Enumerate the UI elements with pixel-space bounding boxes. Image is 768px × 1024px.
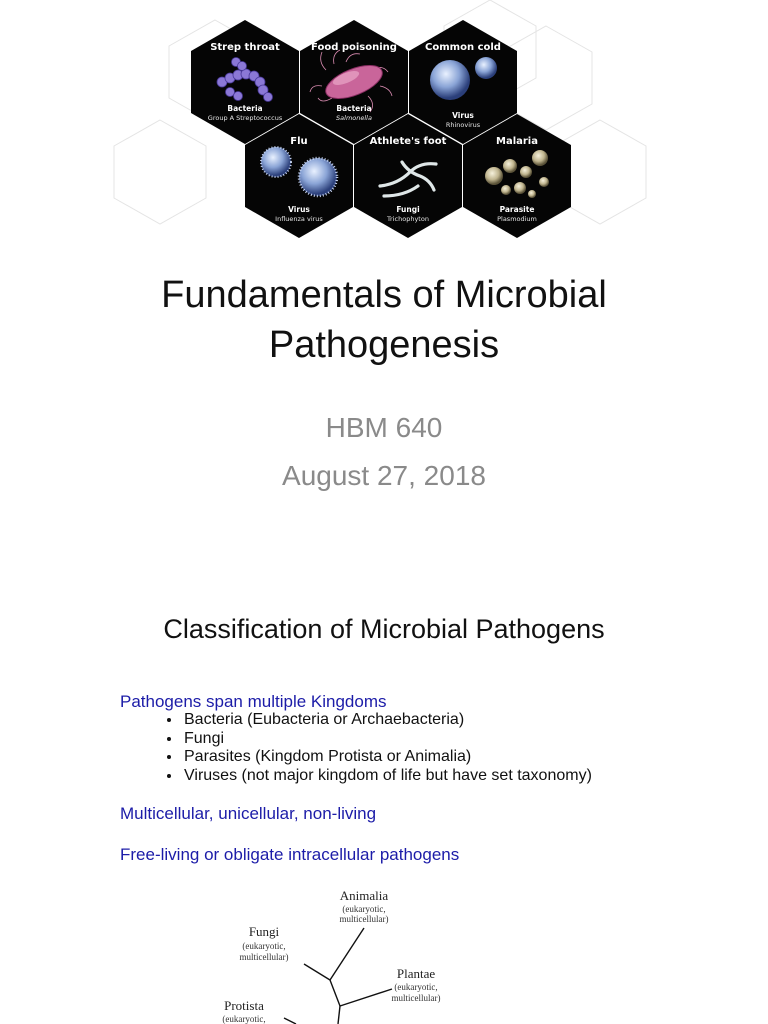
lecture-date: August 27, 2018 [282, 460, 486, 491]
node-detail: (eukaryotic, [222, 1014, 266, 1024]
node-detail: multicellular) [239, 952, 289, 962]
node-name: Protista [224, 998, 264, 1013]
node-detail: (eukaryotic, [342, 904, 386, 914]
hex-type: Virus [288, 205, 310, 214]
tree-branches [284, 928, 392, 1024]
node-plantae [392, 966, 441, 1003]
hex-type: Bacteria [227, 104, 263, 113]
hex-type: Parasite [499, 205, 535, 214]
hex-type: Fungi [396, 205, 420, 214]
point-kingdoms: Pathogens span multiple Kingdoms [120, 692, 387, 711]
node-name: Fungi [248, 924, 280, 939]
node-detail: multicellular) [339, 914, 389, 924]
node-detail: (eukaryotic, [242, 941, 286, 951]
slide-title: Classification of Microbial Pathogens [163, 614, 605, 644]
hex-type: Bacteria [336, 104, 372, 113]
list-item: • Viruses (not major kingdom of life but have set taxonomy) [182, 767, 592, 786]
hex-label: Flu [290, 136, 308, 147]
hex-label: Food poisoning [311, 42, 397, 53]
hex-label: Common cold [425, 42, 501, 53]
node-name: Plantae [396, 966, 436, 981]
pathogen-hex-collage [0, 0, 768, 250]
point-cellularity: Multicellular, unicellular, non-living [120, 804, 377, 823]
hex-species: Group A Streptococcus [207, 114, 283, 122]
hex-label: Malaria [496, 136, 538, 147]
course-code: HBM 640 [325, 412, 443, 443]
hex-species: Trichophyton [387, 215, 429, 223]
list-item: • Fungi [182, 730, 592, 749]
hex-species: Salmonella [336, 114, 372, 122]
hex-species: Rhinovirus [445, 121, 481, 129]
hex-label: Strep throat [210, 42, 280, 53]
list-item: • Parasites (Kingdom Protista or Animalia) [182, 748, 592, 767]
list-item: • Bacteria (Eubacteria or Archaebacteria) [182, 711, 592, 730]
hex-species: Influenza virus [275, 215, 323, 223]
node-detail: (eukaryotic, [394, 982, 438, 992]
phylogenetic-tree-diagram [200, 876, 520, 1024]
point-lifestyle: Free-living or obligate intracellular pathogens [120, 845, 460, 864]
slide-title-line-2: Pathogenesis [268, 324, 500, 366]
hex-label: Athlete's foot [369, 136, 447, 147]
node-animalia [340, 888, 389, 924]
node-name: Animalia [339, 888, 389, 903]
kingdom-bullet-list [160, 711, 592, 785]
slide-title [0, 270, 768, 370]
node-fungi [240, 924, 289, 962]
node-detail: multicellular) [391, 993, 441, 1003]
hex-species: Plasmodium [497, 215, 537, 223]
hex-type: Virus [452, 111, 474, 120]
slide-title-line-1: Fundamentals of Microbial [161, 274, 607, 316]
classification-slide [0, 576, 768, 1024]
node-protista [222, 998, 265, 1024]
